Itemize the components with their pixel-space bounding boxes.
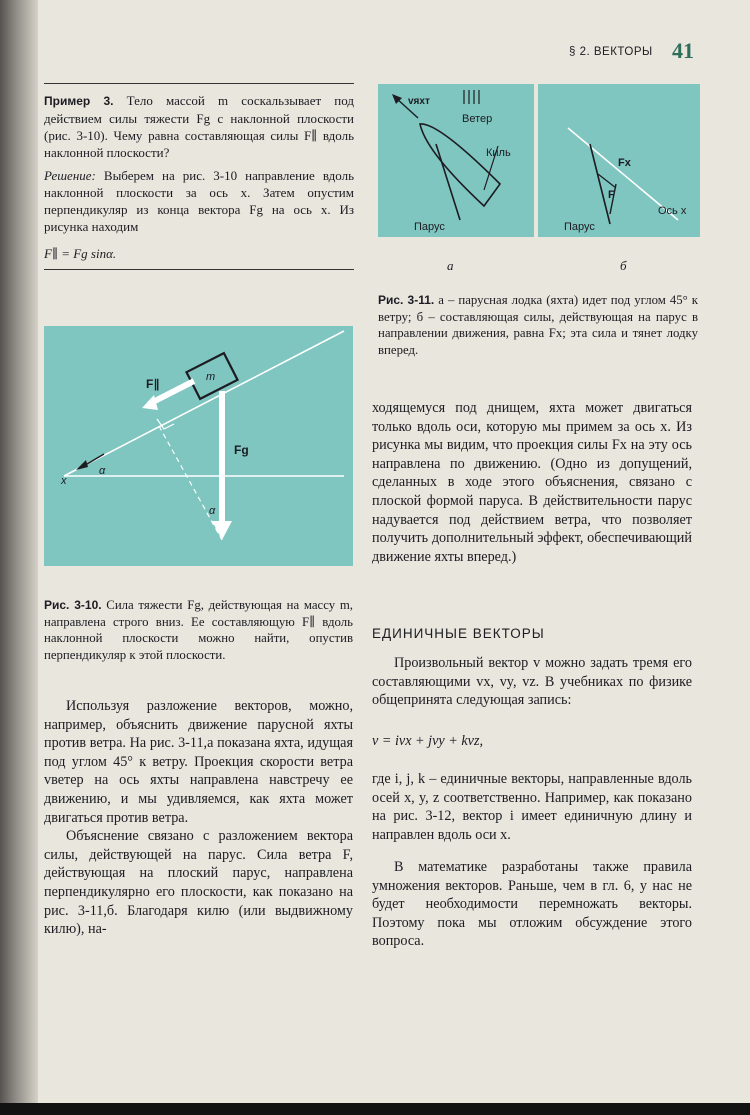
example-solution	[44, 167, 354, 235]
unit-vectors-text-1: Произвольный вектор v можно задать тремя его составляющими vx, vy, vz. В учебниках по физике общепринята следующая запись:	[372, 655, 692, 709]
example-formula: F∥ = Fg sinα.	[44, 246, 117, 261]
perpendicular-dashed-line	[159, 426, 222, 540]
caption-3-11	[378, 292, 698, 358]
label-axis-x-b: Ось x	[658, 205, 687, 217]
caption-3-10	[44, 597, 353, 663]
label-mass: m	[206, 371, 216, 383]
example-problem-text: Тело массой m соскальзывает под действием силы тяжести Fg с наклонной плоскости (рис. 3-10). Чему равна составляющая силы F∥ вдоль наклонной плоскости?	[44, 93, 354, 160]
example-top-rule	[44, 83, 354, 84]
figure-3-10	[44, 326, 353, 566]
label-fx: Fx	[618, 157, 631, 169]
figure-3-11b-drawing	[538, 84, 700, 237]
example-heading: Пример 3.	[44, 94, 114, 108]
unit-vectors-formula: v = ivx + jvy + kvz,	[372, 733, 484, 749]
left-paragraph-1: Используя разложение векторов, можно, например, объяснить движение парусной яхты против ветра. На рис. 3-11,а показана яхта, идущая под углом 45° к ветру. Проекция скорости ветра vветер на ось яхты направлена навстречу ее движению, и мы удивляемся, как яхта может двигаться против ветра.	[44, 698, 353, 826]
page-edge-shadow	[0, 0, 38, 1115]
left-column-text	[44, 697, 353, 939]
subfigure-label-a: а	[447, 258, 454, 273]
label-f-gravity: Fg	[234, 443, 249, 457]
gravity-arrowhead	[212, 521, 232, 540]
label-alpha-base: α	[99, 465, 106, 477]
wind-arrows-icon	[464, 90, 479, 104]
example-problem	[44, 92, 354, 161]
unit-vectors-paragraph-1	[372, 654, 692, 710]
x-arrowhead	[76, 460, 88, 470]
figure-3-11a-drawing	[378, 84, 534, 237]
label-alpha-vector: α	[209, 505, 216, 517]
label-axis-x: x	[61, 475, 67, 487]
right-column-continuation: ходящемуся под днищем, яхта может двигаться только вдоль оси, которую мы примем за ось x. Из рисунка мы видим, что проекция силы Fx на эту ось направлена по движению. (Одно из допущений, сделанных в ходе этого объяснения, связано с плоской формой паруса. В действительности парус надувается под действием ветра, что позволяет получить дополнительный эффект, обеспечивающий движение яхты вперед.)	[372, 400, 692, 565]
unit-vectors-paragraph-2	[372, 770, 692, 844]
running-header: § 2. ВЕКТОРЫ	[569, 46, 653, 58]
figure-3-11a	[378, 84, 534, 237]
label-wind: Ветер	[462, 113, 493, 125]
boat-hull	[420, 124, 500, 206]
caption-3-11-label: Рис. 3-11.	[378, 293, 435, 307]
example-bottom-rule	[44, 269, 354, 270]
left-paragraph-2: Объяснение связано с разложением вектора силы, действующей на парус. Сила ветра F, действующая на плоский парус, направлена перпендикулярно его плоскости, как показано на рис. 3-11,б. Благодаря килю (или выдвижному килю), на-	[44, 828, 353, 938]
label-v-yacht: vяхт	[408, 96, 430, 107]
label-f: F	[608, 189, 615, 201]
caption-3-10-text: Сила тяжести Fg, действующая на массу m, направлена строго вниз. Ее составляющую F∥ вдоль наклонной плоскости можно найти, опустив перпендикуляр к этой плоскости.	[44, 598, 353, 662]
solution-text: Выберем на рис. 3-10 направление вдоль наклонной плоскости за ось x. Затем опустим перпендикуляр из конца вектора Fg на ось x. Из рисунка находим	[44, 168, 355, 234]
subfigure-label-b: б	[620, 258, 627, 273]
caption-3-11-text: а – парусная лодка (яхта) идет под углом 45° к ветру; б – составляющая силы, действующая на парус в направлении движения, равна Fx; эта сила и тянет лодку вперед.	[378, 293, 698, 357]
caption-3-10-label: Рис. 3-10.	[44, 598, 102, 612]
example-block	[44, 92, 354, 262]
label-f-parallel: F∥	[146, 377, 160, 391]
label-sail-b: Парус	[564, 221, 595, 233]
solution-label: Решение:	[44, 168, 96, 183]
section-heading-unit-vectors: ЕДИНИЧНЫЕ ВЕКТОРЫ	[372, 626, 545, 641]
unit-vectors-paragraph-3	[372, 858, 692, 951]
page-number: 41	[672, 38, 694, 63]
unit-vectors-text-2: где i, j, k – единичные векторы, направленные вдоль осей x, y, z соответственно. Например, как показано на рис. 3-12, вектор i имеет единичную длину и направлен вдоль оси x.	[372, 771, 692, 843]
label-keel: Киль	[486, 147, 511, 159]
incline-line	[64, 331, 344, 476]
figure-3-11b	[538, 84, 700, 237]
figure-3-10-drawing	[44, 326, 353, 566]
unit-vectors-text-3: В математике разработаны также правила умножения векторов. Раньше, чем в гл. 6, у нас не будет необходимости перемножать векторы. Поэтому пока мы отложим обсуждение этого вопроса.	[372, 859, 692, 950]
parallel-arrowhead	[142, 395, 158, 410]
scan-bottom-edge	[0, 1103, 750, 1115]
label-sail-a: Парус	[414, 221, 445, 233]
sail-line-b	[590, 144, 610, 224]
